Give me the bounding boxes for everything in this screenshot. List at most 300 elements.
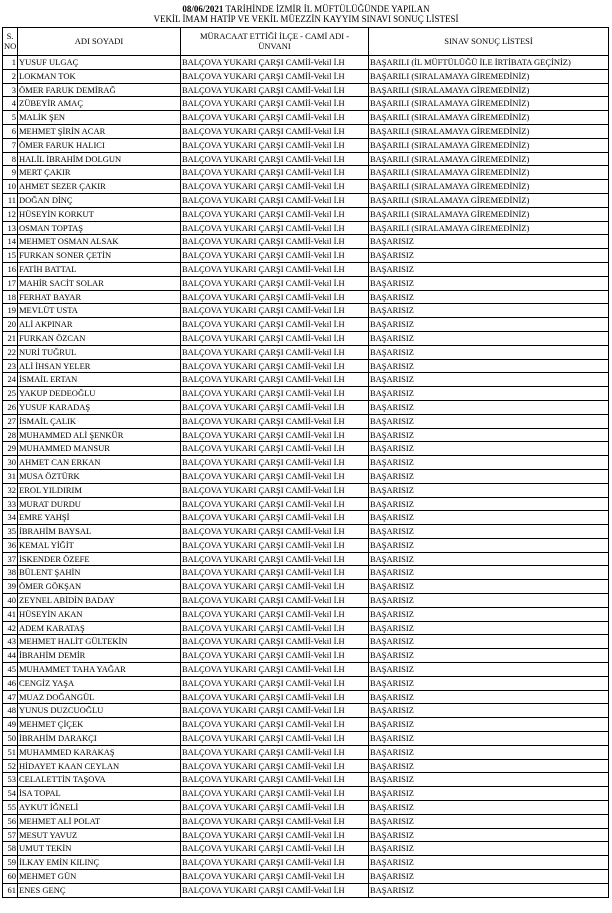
exam-result: BAŞARILI (SIRALAMAYA GİREMEDİNİZ) (369, 83, 609, 97)
results-table-header (3, 28, 609, 56)
results-table-body (3, 56, 609, 898)
table-row (3, 704, 609, 718)
table-row (3, 414, 609, 428)
candidate-name: YUSUF KARADAŞ (18, 400, 181, 414)
row-number: 19 (3, 304, 18, 318)
table-row (3, 621, 609, 635)
application-info: BALÇOVA YUKARI ÇARŞI CAMİİ-Vekil İ.H (181, 870, 369, 884)
row-number: 27 (3, 414, 18, 428)
row-number: 18 (3, 290, 18, 304)
table-row (3, 180, 609, 194)
application-info: BALÇOVA YUKARI ÇARŞI CAMİİ-Vekil İ.H (181, 304, 369, 318)
candidate-name: CENGİZ YAŞA (18, 676, 181, 690)
exam-result: BAŞARISIZ (369, 801, 609, 815)
application-info: BALÇOVA YUKARI ÇARŞI CAMİİ-Vekil İ.H (181, 221, 369, 235)
row-number: 20 (3, 318, 18, 332)
exam-result: BAŞARISIZ (369, 249, 609, 263)
exam-result: BAŞARILI (SIRALAMAYA GİREMEDİNİZ) (369, 207, 609, 221)
exam-result: BAŞARISIZ (369, 304, 609, 318)
table-row (3, 304, 609, 318)
table-row (3, 566, 609, 580)
exam-result: BAŞARISIZ (369, 373, 609, 387)
table-row (3, 883, 609, 897)
exam-result: BAŞARISIZ (369, 552, 609, 566)
table-row (3, 525, 609, 539)
exam-result: BAŞARILI (SIRALAMAYA GİREMEDİNİZ) (369, 152, 609, 166)
candidate-name: ÖMER FARUK DEMİRAĞ (18, 83, 181, 97)
row-number: 32 (3, 483, 18, 497)
row-number: 34 (3, 511, 18, 525)
column-header-no-line1: S. (6, 31, 14, 41)
row-number: 40 (3, 594, 18, 608)
exam-result: BAŞARISIZ (369, 718, 609, 732)
row-number: 41 (3, 607, 18, 621)
row-number: 24 (3, 373, 18, 387)
candidate-name: MEHMET ÇİÇEK (18, 718, 181, 732)
table-row (3, 676, 609, 690)
exam-date: 08/06/2021 (182, 4, 224, 14)
candidate-name: İBRAHİM BAYSAL (18, 525, 181, 539)
exam-result: BAŞARISIZ (369, 276, 609, 290)
row-number: 53 (3, 773, 18, 787)
candidate-name: YUSUF ULGAÇ (18, 56, 181, 70)
candidate-name: ÖMER FARUK HALICI (18, 138, 181, 152)
application-info: BALÇOVA YUKARI ÇARŞI CAMİİ-Vekil İ.H (181, 152, 369, 166)
row-number: 1 (3, 56, 18, 70)
application-info: BALÇOVA YUKARI ÇARŞI CAMİİ-Vekil İ.H (181, 828, 369, 842)
table-row (3, 842, 609, 856)
candidate-name: İBRAHİM DARAKÇI (18, 732, 181, 746)
candidate-name: İSKENDER ÖZEFE (18, 552, 181, 566)
application-info: BALÇOVA YUKARI ÇARŞI CAMİİ-Vekil İ.H (181, 856, 369, 870)
table-row (3, 69, 609, 83)
exam-result: BAŞARISIZ (369, 704, 609, 718)
exam-result: BAŞARISIZ (369, 580, 609, 594)
row-number: 8 (3, 152, 18, 166)
table-row (3, 745, 609, 759)
table-row (3, 607, 609, 621)
candidate-name: FERHAT BAYAR (18, 290, 181, 304)
row-number: 35 (3, 525, 18, 539)
candidate-name: LOKMAN TOK (18, 69, 181, 83)
table-row (3, 635, 609, 649)
row-number: 58 (3, 842, 18, 856)
exam-result: BAŞARISIZ (369, 649, 609, 663)
application-info: BALÇOVA YUKARI ÇARŞI CAMİİ-Vekil İ.H (181, 538, 369, 552)
candidate-name: MEHMET ALİ POLAT (18, 814, 181, 828)
exam-result: BAŞARISIZ (369, 442, 609, 456)
row-number: 52 (3, 759, 18, 773)
table-row (3, 262, 609, 276)
candidate-name: İBRAHİM DEMİR (18, 649, 181, 663)
row-number: 4 (3, 97, 18, 111)
exam-result: BAŞARISIZ (369, 262, 609, 276)
exam-result: BAŞARISIZ (369, 483, 609, 497)
table-row (3, 249, 609, 263)
candidate-name: MUHAMMED ALİ ŞENKÜR (18, 428, 181, 442)
candidate-name: AHMET CAN ERKAN (18, 456, 181, 470)
application-info: BALÇOVA YUKARI ÇARŞI CAMİİ-Vekil İ.H (181, 69, 369, 83)
row-number: 17 (3, 276, 18, 290)
row-number: 9 (3, 166, 18, 180)
table-row (3, 773, 609, 787)
application-info: BALÇOVA YUKARI ÇARŞI CAMİİ-Vekil İ.H (181, 428, 369, 442)
candidate-name: ALİ AKPINAR (18, 318, 181, 332)
application-info: BALÇOVA YUKARI ÇARŞI CAMİİ-Vekil İ.H (181, 97, 369, 111)
application-info: BALÇOVA YUKARI ÇARŞI CAMİİ-Vekil İ.H (181, 111, 369, 125)
table-row (3, 787, 609, 801)
candidate-name: AHMET SEZER ÇAKIR (18, 180, 181, 194)
candidate-name: EMRE YAHŞİ (18, 511, 181, 525)
application-info: BALÇOVA YUKARI ÇARŞI CAMİİ-Vekil İ.H (181, 387, 369, 401)
application-info: BALÇOVA YUKARI ÇARŞI CAMİİ-Vekil İ.H (181, 469, 369, 483)
application-info: BALÇOVA YUKARI ÇARŞI CAMİİ-Vekil İ.H (181, 621, 369, 635)
row-number: 2 (3, 69, 18, 83)
table-row (3, 580, 609, 594)
row-number: 37 (3, 552, 18, 566)
exam-result: BAŞARISIZ (369, 400, 609, 414)
application-info: BALÇOVA YUKARI ÇARŞI CAMİİ-Vekil İ.H (181, 552, 369, 566)
exam-result: BAŞARISIZ (369, 870, 609, 884)
application-info: BALÇOVA YUKARI ÇARŞI CAMİİ-Vekil İ.H (181, 525, 369, 539)
exam-result: BAŞARILI (SIRALAMAYA GİREMEDİNİZ) (369, 221, 609, 235)
row-number: 7 (3, 138, 18, 152)
row-number: 43 (3, 635, 18, 649)
candidate-name: ADEM KARATAŞ (18, 621, 181, 635)
column-header-name: ADI SOYADI (18, 28, 181, 56)
exam-result: BAŞARISIZ (369, 428, 609, 442)
table-row (3, 83, 609, 97)
application-info: BALÇOVA YUKARI ÇARŞI CAMİİ-Vekil İ.H (181, 138, 369, 152)
candidate-name: ENES GENÇ (18, 883, 181, 897)
application-info: BALÇOVA YUKARI ÇARŞI CAMİİ-Vekil İ.H (181, 718, 369, 732)
table-row (3, 207, 609, 221)
application-info: BALÇOVA YUKARI ÇARŞI CAMİİ-Vekil İ.H (181, 318, 369, 332)
row-number: 56 (3, 814, 18, 828)
exam-result: BAŞARISIZ (369, 773, 609, 787)
table-row (3, 152, 609, 166)
row-number: 25 (3, 387, 18, 401)
application-info: BALÇOVA YUKARI ÇARŞI CAMİİ-Vekil İ.H (181, 649, 369, 663)
application-info: BALÇOVA YUKARI ÇARŞI CAMİİ-Vekil İ.H (181, 511, 369, 525)
exam-result: BAŞARISIZ (369, 621, 609, 635)
exam-result: BAŞARISIZ (369, 345, 609, 359)
candidate-name: MURAT DURDU (18, 497, 181, 511)
application-info: BALÇOVA YUKARI ÇARŞI CAMİİ-Vekil İ.H (181, 883, 369, 897)
application-info: BALÇOVA YUKARI ÇARŞI CAMİİ-Vekil İ.H (181, 262, 369, 276)
table-row (3, 428, 609, 442)
candidate-name: MEHMET GÜN (18, 870, 181, 884)
title-line1-text: TARİHİNDE İZMİR İL MÜFTÜLÜĞÜNDE YAPILAN (223, 4, 430, 14)
application-info: BALÇOVA YUKARI ÇARŞI CAMİİ-Vekil İ.H (181, 400, 369, 414)
row-number: 45 (3, 663, 18, 677)
application-info: BALÇOVA YUKARI ÇARŞI CAMİİ-Vekil İ.H (181, 345, 369, 359)
candidate-name: AYKUT İĞNELİ (18, 801, 181, 815)
exam-result: BAŞARISIZ (369, 318, 609, 332)
candidate-name: YUNUS DUZCUOĞLU (18, 704, 181, 718)
application-info: BALÇOVA YUKARI ÇARŞI CAMİİ-Vekil İ.H (181, 414, 369, 428)
row-number: 11 (3, 193, 18, 207)
exam-result: BAŞARISIZ (369, 566, 609, 580)
row-number: 31 (3, 469, 18, 483)
row-number: 55 (3, 801, 18, 815)
candidate-name: MUHAMMET TAHA YAĞAR (18, 663, 181, 677)
row-number: 39 (3, 580, 18, 594)
candidate-name: FURKAN SONER ÇETİN (18, 249, 181, 263)
row-number: 33 (3, 497, 18, 511)
table-row (3, 759, 609, 773)
candidate-name: EROL YILDIRIM (18, 483, 181, 497)
column-header-result: SINAV SONUÇ LİSTESİ (369, 28, 609, 56)
exam-result: BAŞARISIZ (369, 732, 609, 746)
row-number: 22 (3, 345, 18, 359)
row-number: 14 (3, 235, 18, 249)
exam-result: BAŞARILI (SIRALAMAYA GİREMEDİNİZ) (369, 138, 609, 152)
candidate-name: HALİL İBRAHİM DOLGUN (18, 152, 181, 166)
table-row (3, 290, 609, 304)
row-number: 54 (3, 787, 18, 801)
table-row (3, 166, 609, 180)
row-number: 5 (3, 111, 18, 125)
table-row (3, 138, 609, 152)
exam-result: BAŞARISIZ (369, 359, 609, 373)
results-table (2, 27, 609, 898)
candidate-name: İSA TOPAL (18, 787, 181, 801)
candidate-name: MEHMET HALİT GÜLTEKİN (18, 635, 181, 649)
application-info: BALÇOVA YUKARI ÇARŞI CAMİİ-Vekil İ.H (181, 566, 369, 580)
table-row (3, 193, 609, 207)
exam-result: BAŞARILI (SIRALAMAYA GİREMEDİNİZ) (369, 111, 609, 125)
row-number: 30 (3, 456, 18, 470)
table-row (3, 387, 609, 401)
candidate-name: İSMAİL ÇALIK (18, 414, 181, 428)
table-row (3, 331, 609, 345)
exam-result: BAŞARISIZ (369, 387, 609, 401)
table-row (3, 124, 609, 138)
exam-result: BAŞARISIZ (369, 856, 609, 870)
candidate-name: OSMAN TOPTAŞ (18, 221, 181, 235)
exam-result: BAŞARISIZ (369, 828, 609, 842)
row-number: 10 (3, 180, 18, 194)
exam-result: BAŞARISIZ (369, 525, 609, 539)
candidate-name: MALİK ŞEN (18, 111, 181, 125)
table-row (3, 235, 609, 249)
table-row (3, 373, 609, 387)
candidate-name: CELALETTİN TAŞOVA (18, 773, 181, 787)
row-number: 47 (3, 690, 18, 704)
application-info: BALÇOVA YUKARI ÇARŞI CAMİİ-Vekil İ.H (181, 124, 369, 138)
row-number: 13 (3, 221, 18, 235)
exam-result: BAŞARISIZ (369, 883, 609, 897)
application-info: BALÇOVA YUKARI ÇARŞI CAMİİ-Vekil İ.H (181, 290, 369, 304)
exam-result: BAŞARISIZ (369, 469, 609, 483)
application-info: BALÇOVA YUKARI ÇARŞI CAMİİ-Vekil İ.H (181, 814, 369, 828)
candidate-name: İLKAY EMİN KILINÇ (18, 856, 181, 870)
exam-result: BAŞARISIZ (369, 635, 609, 649)
candidate-name: ZEYNEL ABİDİN BADAY (18, 594, 181, 608)
table-row (3, 400, 609, 414)
application-info: BALÇOVA YUKARI ÇARŞI CAMİİ-Vekil İ.H (181, 801, 369, 815)
row-number: 44 (3, 649, 18, 663)
table-row (3, 97, 609, 111)
row-number: 42 (3, 621, 18, 635)
application-info: BALÇOVA YUKARI ÇARŞI CAMİİ-Vekil İ.H (181, 759, 369, 773)
exam-result: BAŞARISIZ (369, 594, 609, 608)
application-info: BALÇOVA YUKARI ÇARŞI CAMİİ-Vekil İ.H (181, 580, 369, 594)
application-info: BALÇOVA YUKARI ÇARŞI CAMİİ-Vekil İ.H (181, 56, 369, 70)
table-row (3, 359, 609, 373)
application-info: BALÇOVA YUKARI ÇARŞI CAMİİ-Vekil İ.H (181, 483, 369, 497)
document-title-line2: VEKİL İMAM HATİP VE VEKİL MÜEZZİN KAYYIM SINAVI SONUÇ LİSTESİ (153, 14, 459, 24)
exam-result: BAŞARISIZ (369, 538, 609, 552)
row-number: 21 (3, 331, 18, 345)
exam-result: BAŞARISIZ (369, 745, 609, 759)
application-info: BALÇOVA YUKARI ÇARŞI CAMİİ-Vekil İ.H (181, 166, 369, 180)
application-info: BALÇOVA YUKARI ÇARŞI CAMİİ-Vekil İ.H (181, 331, 369, 345)
candidate-name: KEMAL YİĞİT (18, 538, 181, 552)
application-info: BALÇOVA YUKARI ÇARŞI CAMİİ-Vekil İ.H (181, 635, 369, 649)
table-row (3, 801, 609, 815)
row-number: 46 (3, 676, 18, 690)
application-info: BALÇOVA YUKARI ÇARŞI CAMİİ-Vekil İ.H (181, 732, 369, 746)
candidate-name: İSMAİL ERTAN (18, 373, 181, 387)
row-number: 51 (3, 745, 18, 759)
table-row (3, 732, 609, 746)
table-row (3, 649, 609, 663)
exam-result: BAŞARILI (SIRALAMAYA GİREMEDİNİZ) (369, 69, 609, 83)
exam-result: BAŞARISIZ (369, 663, 609, 677)
candidate-name: MESUT YAVUZ (18, 828, 181, 842)
row-number: 48 (3, 704, 18, 718)
column-header-application-line1: MÜRACAAT ETTİĞİ İLÇE - CAMİ ADI - (199, 31, 350, 41)
table-row (3, 814, 609, 828)
table-row (3, 456, 609, 470)
candidate-name: MUHAMMED MANSUR (18, 442, 181, 456)
application-info: BALÇOVA YUKARI ÇARŞI CAMİİ-Vekil İ.H (181, 359, 369, 373)
table-row (3, 345, 609, 359)
application-info: BALÇOVA YUKARI ÇARŞI CAMİİ-Vekil İ.H (181, 663, 369, 677)
application-info: BALÇOVA YUKARI ÇARŞI CAMİİ-Vekil İ.H (181, 745, 369, 759)
candidate-name: MUAZ DOĞANGÜL (18, 690, 181, 704)
table-row (3, 497, 609, 511)
candidate-name: MAHİR SACİT SOLAR (18, 276, 181, 290)
application-info: BALÇOVA YUKARI ÇARŞI CAMİİ-Vekil İ.H (181, 193, 369, 207)
application-info: BALÇOVA YUKARI ÇARŞI CAMİİ-Vekil İ.H (181, 373, 369, 387)
exam-result: BAŞARILI (SIRALAMAYA GİREMEDİNİZ) (369, 97, 609, 111)
application-info: BALÇOVA YUKARI ÇARŞI CAMİİ-Vekil İ.H (181, 676, 369, 690)
exam-result: BAŞARISIZ (369, 456, 609, 470)
application-info: BALÇOVA YUKARI ÇARŞI CAMİİ-Vekil İ.H (181, 773, 369, 787)
document-title-line1 (0, 4, 612, 14)
row-number: 36 (3, 538, 18, 552)
table-row (3, 442, 609, 456)
candidate-name: NURİ TUĞRUL (18, 345, 181, 359)
candidate-name: HİDAYET KAAN CEYLAN (18, 759, 181, 773)
application-info: BALÇOVA YUKARI ÇARŞI CAMİİ-Vekil İ.H (181, 442, 369, 456)
column-header-application (181, 28, 369, 56)
table-row (3, 552, 609, 566)
row-number: 3 (3, 83, 18, 97)
exam-result: BAŞARISIZ (369, 497, 609, 511)
candidate-name: HÜSEYİN KORKUT (18, 207, 181, 221)
application-info: BALÇOVA YUKARI ÇARŞI CAMİİ-Vekil İ.H (181, 842, 369, 856)
exam-result: BAŞARISIZ (369, 290, 609, 304)
application-info: BALÇOVA YUKARI ÇARŞI CAMİİ-Vekil İ.H (181, 690, 369, 704)
exam-result: BAŞARILI (İL MÜFTÜLÜĞÜ İLE İRTİBATA GEÇİNİZ) (369, 56, 609, 70)
application-info: BALÇOVA YUKARI ÇARŞI CAMİİ-Vekil İ.H (181, 497, 369, 511)
row-number: 61 (3, 883, 18, 897)
table-row (3, 221, 609, 235)
candidate-name: DOĞAN DİNÇ (18, 193, 181, 207)
exam-result: BAŞARISIZ (369, 787, 609, 801)
application-info: BALÇOVA YUKARI ÇARŞI CAMİİ-Vekil İ.H (181, 235, 369, 249)
exam-result: BAŞARISIZ (369, 759, 609, 773)
column-header-application-line2: ÜNVANI (258, 40, 291, 51)
exam-result: BAŞARISIZ (369, 414, 609, 428)
application-info: BALÇOVA YUKARI ÇARŞI CAMİİ-Vekil İ.H (181, 787, 369, 801)
application-info: BALÇOVA YUKARI ÇARŞI CAMİİ-Vekil İ.H (181, 180, 369, 194)
candidate-name: MEHMET OSMAN ALSAK (18, 235, 181, 249)
application-info: BALÇOVA YUKARI ÇARŞI CAMİİ-Vekil İ.H (181, 249, 369, 263)
candidate-name: MEHMET ŞİRİN ACAR (18, 124, 181, 138)
candidate-name: ZÜBEYİR AMAÇ (18, 97, 181, 111)
application-info: BALÇOVA YUKARI ÇARŞI CAMİİ-Vekil İ.H (181, 276, 369, 290)
row-number: 12 (3, 207, 18, 221)
candidate-name: MERT ÇAKIR (18, 166, 181, 180)
application-info: BALÇOVA YUKARI ÇARŞI CAMİİ-Vekil İ.H (181, 704, 369, 718)
application-info: BALÇOVA YUKARI ÇARŞI CAMİİ-Vekil İ.H (181, 83, 369, 97)
row-number: 28 (3, 428, 18, 442)
exam-result: BAŞARISIZ (369, 676, 609, 690)
exam-result: BAŞARISIZ (369, 331, 609, 345)
row-number: 60 (3, 870, 18, 884)
exam-result: BAŞARILI (SIRALAMAYA GİREMEDİNİZ) (369, 124, 609, 138)
table-row (3, 828, 609, 842)
table-row (3, 483, 609, 497)
row-number: 26 (3, 400, 18, 414)
table-row (3, 594, 609, 608)
table-row (3, 469, 609, 483)
exam-result: BAŞARISIZ (369, 511, 609, 525)
table-row (3, 690, 609, 704)
table-row (3, 718, 609, 732)
row-number: 15 (3, 249, 18, 263)
exam-result: BAŞARISIZ (369, 607, 609, 621)
table-row (3, 511, 609, 525)
row-number: 6 (3, 124, 18, 138)
candidate-name: MUHAMMED KARAKAŞ (18, 745, 181, 759)
candidate-name: YAKUP DEDEOĞLU (18, 387, 181, 401)
candidate-name: FATİH BATTAL (18, 262, 181, 276)
column-header-no (3, 28, 18, 56)
candidate-name: FURKAN ÖZCAN (18, 331, 181, 345)
candidate-name: UMUT TEKİN (18, 842, 181, 856)
candidate-name: BÜLENT ŞAHİN (18, 566, 181, 580)
candidate-name: ÖMER GÖKŞAN (18, 580, 181, 594)
candidate-name: ALİ İHSAN YELER (18, 359, 181, 373)
application-info: BALÇOVA YUKARI ÇARŞI CAMİİ-Vekil İ.H (181, 207, 369, 221)
candidate-name: HÜSEYİN AKAN (18, 607, 181, 621)
row-number: 49 (3, 718, 18, 732)
exam-result: BAŞARISIZ (369, 814, 609, 828)
row-number: 23 (3, 359, 18, 373)
column-header-no-line2: NO (4, 40, 17, 51)
exam-result: BAŞARISIZ (369, 690, 609, 704)
row-number: 57 (3, 828, 18, 842)
row-number: 38 (3, 566, 18, 580)
table-row (3, 870, 609, 884)
candidate-name: MUSA ÖZTÜRK (18, 469, 181, 483)
